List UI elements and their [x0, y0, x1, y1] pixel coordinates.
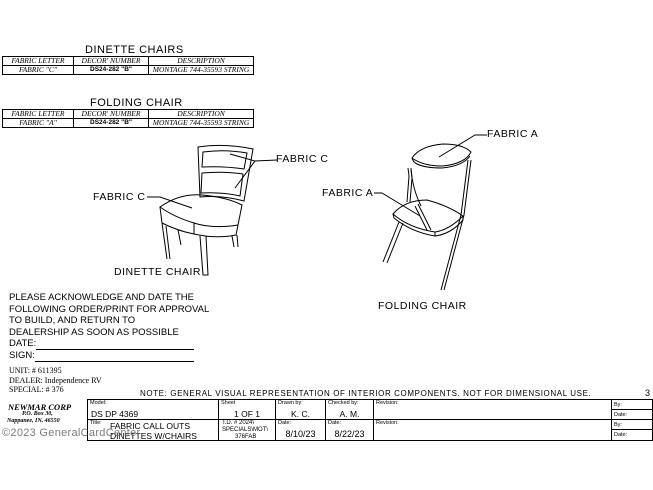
dinette-leg-front-left: [162, 223, 170, 259]
sheet-label: Sheet: [221, 400, 236, 406]
unit-info-block: [9, 366, 102, 395]
header-decor-number: DECOR' NUMBER: [74, 57, 149, 66]
cell-decor-number: DS24-282 "B": [74, 119, 149, 128]
drawn-date-cell: [275, 419, 326, 441]
cell-description: MONTAGE 744-35593 STRING: [149, 66, 254, 75]
ack-line-2: FOLLOWING ORDER/PRINT FOR APPROVAL: [9, 303, 210, 315]
model-value: DS DP 4369: [91, 409, 139, 419]
rev1-date-label: Date:: [614, 412, 628, 418]
table-header-row: [3, 57, 254, 66]
sign-label: SIGN:: [9, 349, 35, 361]
title-value-2: DINETTES W/CHAIRS: [110, 431, 197, 441]
rev2-date-label: Date:: [614, 432, 628, 438]
ack-line-4: DEALERSHIP AS SOON AS POSSIBLE: [9, 326, 179, 338]
title-label: Title:: [90, 420, 102, 426]
table-header-row: [3, 110, 254, 119]
revision-label-1: Revision:: [376, 400, 399, 406]
dinette-section-title: DINETTE CHAIRS: [85, 44, 184, 56]
page-number: 3: [645, 388, 651, 398]
dinette-leg-front-right: [200, 236, 208, 275]
unit-number: UNIT: # 611395: [9, 366, 62, 375]
ack-line-1: PLEASE ACKNOWLEDGE AND DATE THE: [9, 292, 194, 303]
drawn-by-value: K. C.: [291, 409, 310, 419]
date-label: DATE:: [9, 338, 37, 350]
acknowledgement-block: [9, 292, 209, 362]
header-decor-number: DECOR' NUMBER: [74, 110, 149, 119]
title-block: [0, 398, 653, 442]
folding-front-leg: [383, 222, 403, 263]
id-value-2: 376FAB: [235, 434, 257, 440]
header-fabric-letter: FABRIC LETTER: [3, 110, 74, 119]
dinette-leg-back-left: [178, 230, 181, 245]
header-description: DESCRIPTION: [149, 57, 254, 66]
model-cell: [87, 399, 219, 420]
checked-date-value: 8/22/23: [334, 429, 365, 439]
title-value-1: FABRIC CALL OUTS: [110, 421, 190, 431]
folding-back-leader-line: [435, 130, 490, 160]
dimensional-note: NOTE: GENERAL VISUAL REPRESENTATION OF INTERIOR COMPONENTS. NOT FOR DIMENSIONAL USE.: [140, 389, 592, 398]
folding-fabric-a-back-label: FABRIC A: [487, 128, 539, 140]
revision-cell-2: [373, 419, 612, 441]
drawn-date-value: 8/10/23: [285, 429, 316, 439]
sign-line[interactable]: [35, 352, 194, 362]
header-description: DESCRIPTION: [149, 110, 254, 119]
company-name: NEWMAR CORP: [8, 402, 72, 412]
cell-fabric-letter: FABRIC "C": [3, 66, 74, 75]
rev2-date-cell: [611, 429, 653, 441]
folding-fabric-a-seat-label: FABRIC A: [322, 187, 374, 199]
model-label: Model:: [90, 400, 107, 406]
table-row: [3, 66, 254, 75]
drawn-by-cell: [275, 399, 326, 420]
sheet-cell: [218, 399, 276, 420]
folding-seat-leader-line: [372, 188, 432, 223]
rev2-by-label: By:: [614, 422, 622, 428]
dinette-fabric-table: [2, 56, 254, 75]
ack-line-3: TO BUILD, AND RETURN TO: [9, 315, 136, 327]
dealer-name: DEALER: Independence RV: [9, 375, 102, 385]
cell-fabric-letter: FABRIC "A": [3, 119, 74, 128]
company-address-2: Nappanee, IN. 46550: [7, 418, 60, 424]
checked-by-value: A. M.: [339, 409, 360, 419]
id-cell: [218, 419, 276, 441]
folding-chair-caption: FOLDING CHAIR: [378, 300, 467, 312]
dinette-seat-leader-line: [145, 192, 200, 217]
dinette-fabric-c-back-label: FABRIC C: [276, 153, 329, 165]
date-line[interactable]: [36, 340, 194, 350]
dinette-fabric-c-seat-label: FABRIC C: [93, 191, 146, 203]
revision-cell-1: [373, 399, 612, 420]
id-label: I.D. # 2024\: [223, 420, 255, 426]
checked-date-label: Date:: [328, 420, 342, 426]
company-address-1: P.O. Box 30,: [22, 411, 53, 417]
rev1-by-label: By:: [614, 402, 622, 408]
dinette-back-leader-lines: [225, 150, 280, 195]
checked-by-cell: [325, 399, 374, 420]
folding-frame-right: [441, 160, 471, 290]
checked-by-label: Checked by:: [328, 400, 359, 406]
table-row: [3, 119, 254, 128]
date-field[interactable]: [9, 338, 209, 350]
sheet-value: 1 OF 1: [234, 409, 260, 419]
folding-fabric-table: [2, 109, 254, 128]
cell-decor-number: DS24-282 "B": [74, 66, 149, 75]
copyright-watermark: ©2023 GeneralCardCenter: [2, 427, 141, 439]
drawn-by-label: Drawn by:: [278, 400, 303, 406]
folding-section-title: FOLDING CHAIR: [90, 97, 183, 109]
dinette-chair-caption: DINETTE CHAIR: [114, 266, 202, 278]
id-value-1: SPECIALS\MOT\: [222, 427, 269, 433]
dinette-leg-back-right: [232, 235, 238, 247]
cell-description: MONTAGE 744-35593 STRING: [149, 119, 254, 128]
special-number: SPECIAL: # 376: [9, 385, 64, 394]
revision-label-2: Revision:: [376, 420, 399, 426]
header-fabric-letter: FABRIC LETTER: [3, 57, 74, 66]
checked-date-cell: [325, 419, 374, 441]
sign-field[interactable]: [9, 350, 209, 362]
drawn-date-label: Date:: [278, 420, 292, 426]
